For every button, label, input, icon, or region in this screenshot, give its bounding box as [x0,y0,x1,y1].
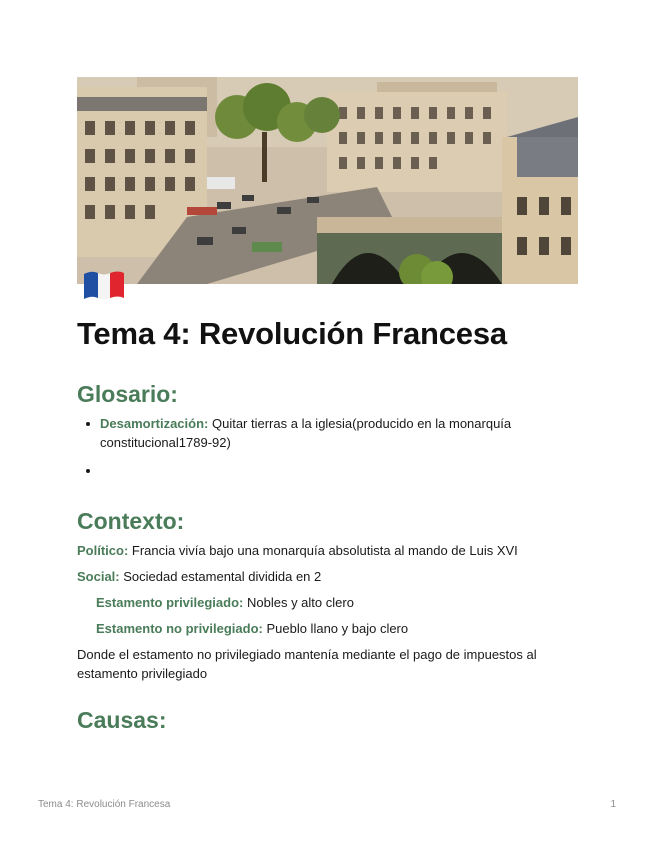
france-flag-icon [82,268,126,302]
context-heading: Contexto: [77,508,185,534]
glossary-term: Desamortización: [100,416,209,431]
context-non-privileged-term: Estamento no privilegiado: [96,621,263,636]
context-social-term: Social: [77,569,120,584]
context-note: Donde el estamento no privilegiado mantenía mediante el pago de impuestos al estamento privilegiado [77,647,537,681]
context-privileged [96,593,566,612]
glossary-definition: Quitar tierras a la iglesia(producido en la monarquía constitucional1789-92) [100,416,512,450]
page-title: Tema 4: Revolución Francesa [77,316,507,351]
footer-title: Tema 4: Revolución Francesa [38,799,171,810]
context-political [77,541,547,560]
context-non-privileged-text: Pueblo llano y bajo clero [262,621,409,636]
context-social [77,567,547,586]
context-political-term: Político: [77,543,129,558]
context-privileged-term: Estamento privilegiado: [96,595,244,610]
page-number: 1 [610,799,616,810]
glossary-list [77,414,547,480]
context-non-privileged [96,619,566,638]
causes-heading: Causas: [77,707,167,733]
list-item [77,414,547,452]
context-political-text: Francia vivía bajo una monarquía absolutista al mando de Luis XVI [128,543,518,558]
glossary-heading: Glosario: [77,381,178,407]
context-social-text: Sociedad estamental dividida en 2 [119,569,322,584]
cover-image [77,77,578,284]
context-privileged-text: Nobles y alto clero [243,595,354,610]
list-item-empty[interactable] [77,461,547,480]
